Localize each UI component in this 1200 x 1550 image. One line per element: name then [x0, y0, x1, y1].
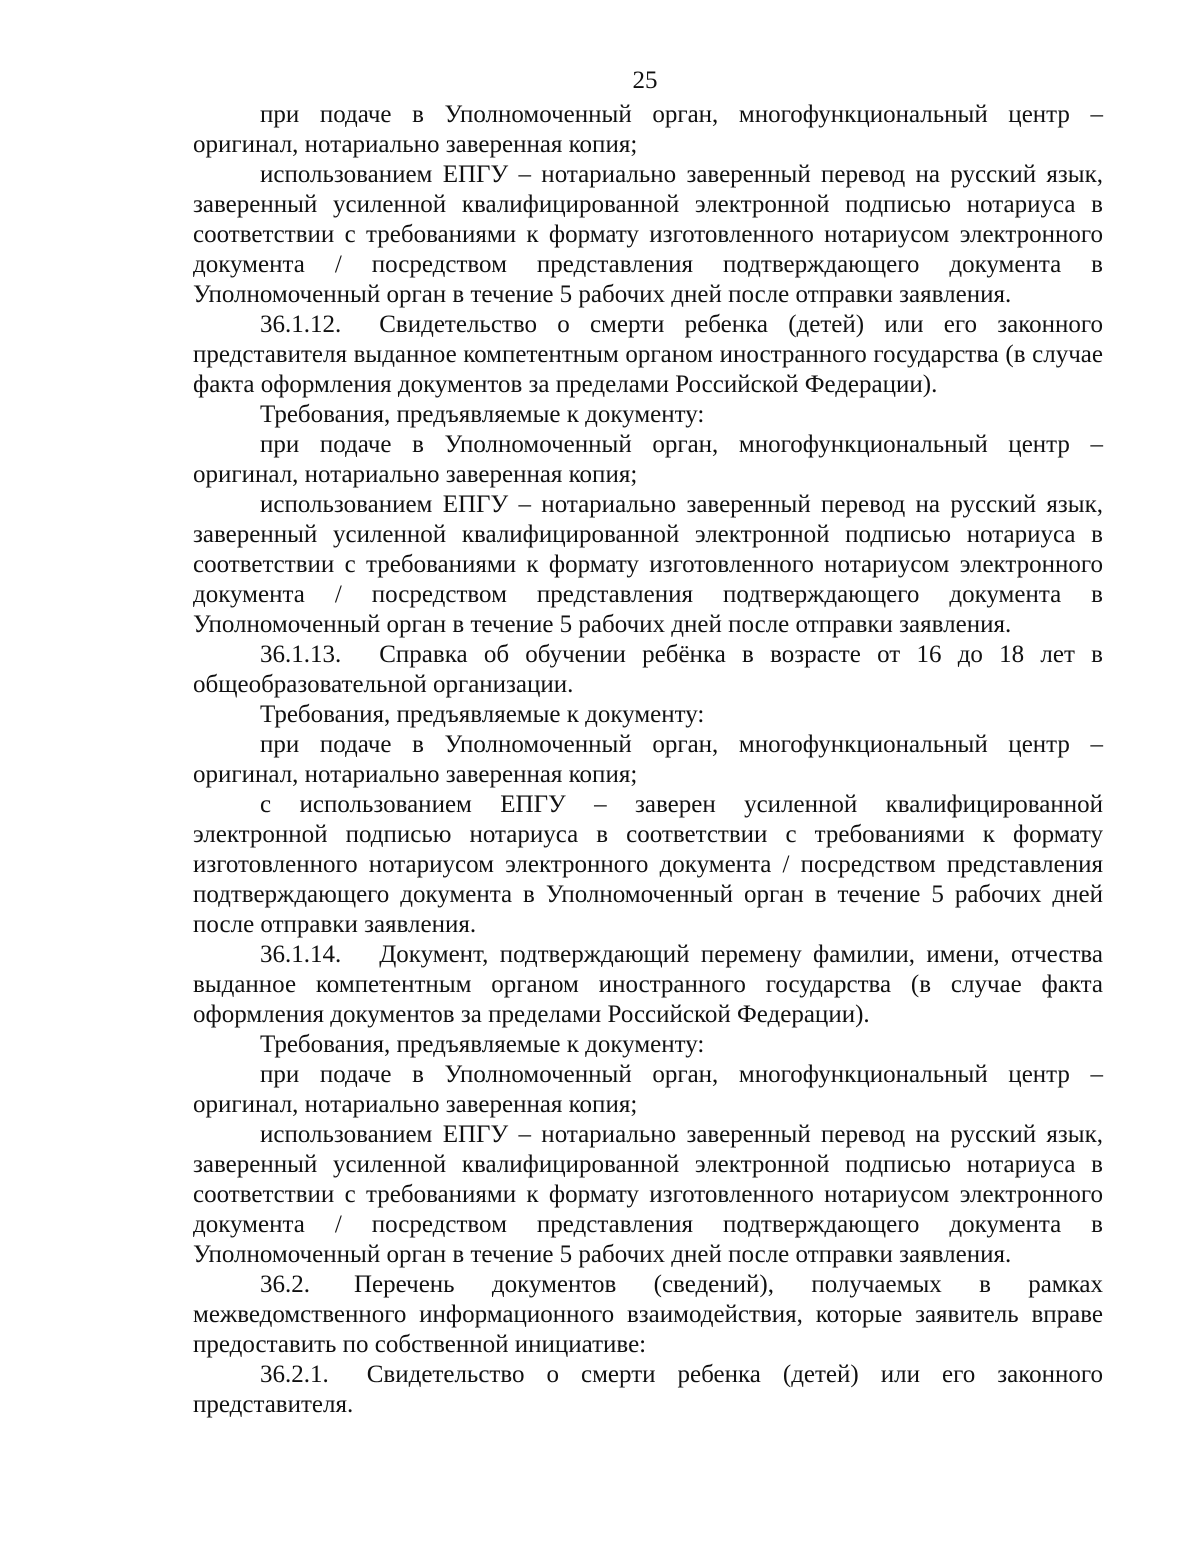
section-text: Справка об обучении ребёнка в возрасте от 16 до 18 лет в общеобразовательной организации.	[193, 641, 1103, 698]
paragraph-requirement-epgu: использованием ЕПГУ – нотариально заверенный перевод на русский язык, заверенный усиленной квалифицированной электронной подписью нотариуса в соответствии с требованиями к формату изготовленного нотариусом электронного документа / посредством представления подтверждающего документа в Уполномоченный орган в течение 5 рабочих дней после отправки заявления.	[193, 491, 1103, 638]
section-text: Свидетельство о смерти ребенка (детей) или его законного представителя.	[193, 1361, 1103, 1418]
paragraph-requirement-epgu: использованием ЕПГУ – нотариально заверенный перевод на русский язык, заверенный усиленной квалифицированной электронной подписью нотариуса в соответствии с требованиями к формату изготовленного нотариусом электронного документа / посредством представления подтверждающего документа в Уполномоченный орган в течение 5 рабочих дней после отправки заявления.	[193, 1121, 1103, 1268]
paragraph-requirements-heading: Требования, предъявляемые к документу:	[260, 401, 705, 428]
paragraph-requirement-submission: при подаче в Уполномоченный орган, многофункциональный центр – оригинал, нотариально заверенная копия;	[193, 731, 1103, 788]
section-number: 36.2.	[260, 1271, 310, 1298]
paragraph-requirement-submission: при подаче в Уполномоченный орган, многофункциональный центр – оригинал, нотариально заверенная копия;	[193, 431, 1103, 488]
page-number: 25	[632, 67, 658, 94]
section-number: 36.1.13.	[260, 641, 342, 668]
section-text: Документ, подтверждающий перемену фамилии, имени, отчества выданное компетентным органом иностранного государства (в случае факта оформления документов за пределами Российской Федерации).	[193, 941, 1103, 1028]
paragraph-requirement-epgu: с использованием ЕПГУ – заверен усиленной квалифицированной электронной подписью нотариуса в соответствии с требованиями к формату изготовленного нотариусом электронного документа / посредством представления подтверждающего документа в Уполномоченный орган в течение 5 рабочих дней после отправки заявления.	[193, 791, 1103, 938]
section-36-1-12	[193, 310, 1103, 400]
paragraph-requirement-submission: при подаче в Уполномоченный орган, многофункциональный центр – оригинал, нотариально заверенная копия;	[193, 101, 1103, 158]
section-36-1-13	[193, 640, 1103, 700]
section-number: 36.1.12.	[260, 311, 342, 338]
paragraph-requirement-epgu: использованием ЕПГУ – нотариально заверенный перевод на русский язык, заверенный усиленной квалифицированной электронной подписью нотариуса в соответствии с требованиями к формату изготовленного нотариусом электронного документа / посредством представления подтверждающего документа в Уполномоченный орган в течение 5 рабочих дней после отправки заявления.	[193, 161, 1103, 308]
paragraph-requirements-heading: Требования, предъявляемые к документу:	[260, 1031, 705, 1058]
paragraph-requirement-submission: при подаче в Уполномоченный орган, многофункциональный центр – оригинал, нотариально заверенная копия;	[193, 1061, 1103, 1118]
document-body	[193, 100, 1103, 1420]
section-number: 36.1.14.	[260, 941, 342, 968]
section-text: Свидетельство о смерти ребенка (детей) или его законного представителя выданное компетентным органом иностранного государства (в случае факта оформления документов за пределами Российской Федерации).	[193, 311, 1103, 398]
section-text: Перечень документов (сведений), получаемых в рамках межведомственного информационного взаимодействия, которые заявитель вправе предоставить по собственной инициативе:	[193, 1271, 1103, 1358]
section-36-2-1	[193, 1360, 1103, 1420]
paragraph-requirements-heading: Требования, предъявляемые к документу:	[260, 701, 705, 728]
section-number: 36.2.1.	[260, 1361, 329, 1388]
section-36-2	[193, 1270, 1103, 1360]
section-36-1-14	[193, 940, 1103, 1030]
